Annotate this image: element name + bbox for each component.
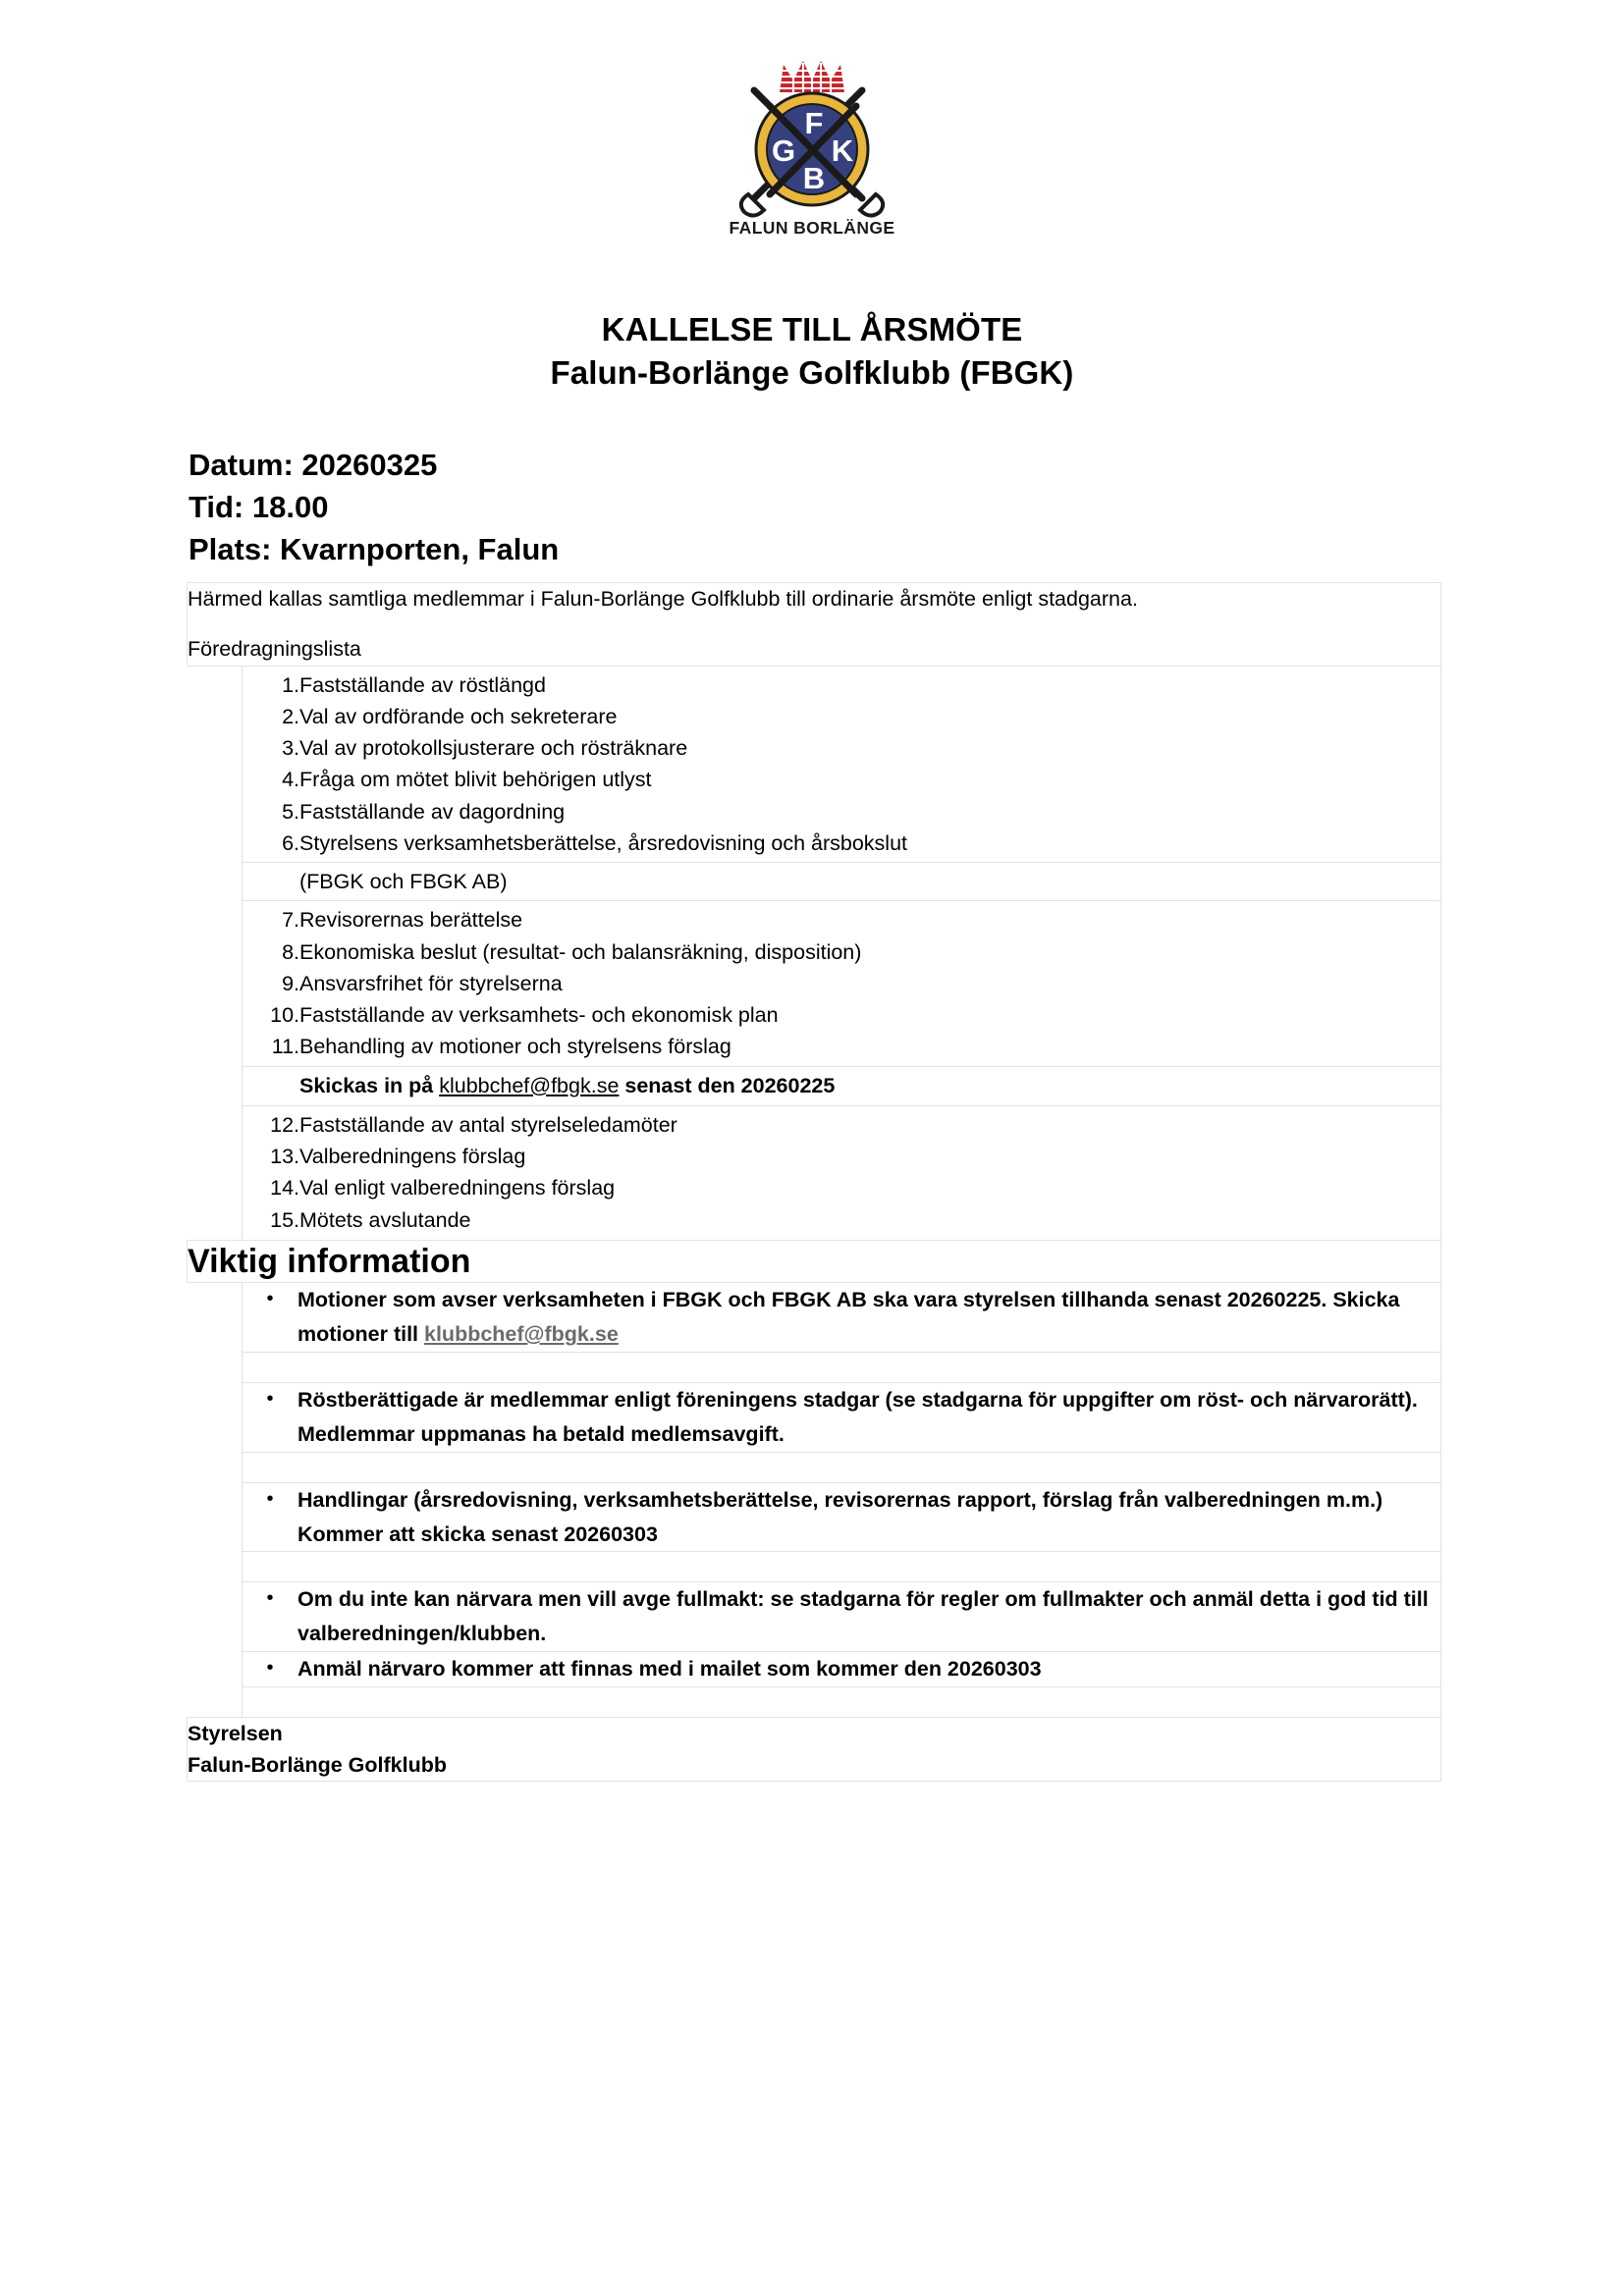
agenda-number: 12. (270, 1112, 299, 1137)
intro-paragraph: Härmed kallas samtliga medlemmar i Falun-Borlänge Golfklubb till ordinarie årsmöte enligt stadgarna. (188, 587, 1138, 612)
signature-row (188, 1717, 1441, 1782)
agenda-list-1 (243, 669, 1433, 860)
meeting-place: Plats: Kvarnporten, Falun (189, 531, 560, 566)
agenda-number: 9. (282, 971, 299, 995)
gap-cell-3 (243, 1552, 1441, 1582)
title-line-1: KALLELSE TILL ÅRSMÖTE (601, 311, 1023, 347)
logo-wordmark: FALUN BORLÄNGE (729, 218, 895, 238)
bullet-marker-icon: • (266, 1587, 274, 1610)
fbgk-club-logo-icon (719, 51, 905, 247)
agenda-number: 1. (282, 672, 299, 697)
bullet-marker-icon: • (266, 1657, 274, 1680)
gap-gutter-3 (188, 1552, 243, 1582)
bullet-cell-4 (243, 1582, 1441, 1652)
important-bullet-row (188, 1383, 1441, 1453)
agenda-block-2-row (188, 901, 1441, 1066)
agenda-label-text: Val av ordförande och sekreterare (299, 704, 618, 728)
agenda-continuation-row (188, 863, 1441, 901)
list-item (243, 1582, 1440, 1651)
bullet-marker-icon: • (266, 1288, 274, 1310)
intro-row (188, 583, 1441, 666)
agenda-number: 10. (270, 1003, 299, 1028)
agenda-item (243, 828, 1433, 859)
page-title (0, 308, 1624, 394)
motion-note-suffix: senast den 20260225 (619, 1073, 836, 1097)
agenda-number: 3. (282, 736, 299, 761)
bullet-text-1-main: Motioner som avser verksamheten i FBGK och FBGK AB ska vara styrelsen tillhanda senast 20260225. Skicka motioner till (298, 1288, 1400, 1347)
agenda-item (243, 796, 1433, 828)
bullet-gutter-4 (188, 1582, 243, 1652)
svg-text:G: G (771, 133, 796, 168)
bullet-inner-1 (243, 1283, 1440, 1352)
bullet-1-email-link[interactable]: klubbchef@fbgk.se (424, 1322, 619, 1347)
motion-note-line (243, 1070, 1433, 1101)
agenda-label-text: Val enligt valberedningens förslag (299, 1176, 616, 1201)
agenda-list-2 (243, 904, 1433, 1062)
important-info-heading: Viktig information (188, 1240, 1441, 1283)
agenda-continuation-cell (243, 863, 1441, 901)
motion-note-gutter (188, 1066, 243, 1105)
bullet-inner-2 (243, 1383, 1440, 1452)
motion-note-list (243, 1070, 1433, 1101)
intro-cell (188, 583, 1441, 666)
agenda-block-1-row (188, 666, 1441, 863)
agenda-number: 6. (282, 830, 299, 855)
list-item (243, 1383, 1440, 1452)
gap-gutter-2 (188, 1452, 243, 1482)
agenda-gutter-1 (188, 666, 243, 863)
agenda-label: Föredragningslista (188, 637, 361, 662)
agenda-number: 11. (271, 1035, 299, 1059)
agenda-number: 8. (282, 939, 299, 964)
agenda-label-text: Ansvarsfrihet för styrelserna (299, 971, 563, 995)
bullet-cell-5 (243, 1652, 1441, 1687)
gap-gutter-1 (188, 1353, 243, 1383)
bullet-inner-5 (243, 1652, 1440, 1686)
agenda-label-text: Valberedningens förslag (299, 1145, 526, 1169)
bullet-text-4: Om du inte kan närvara men vill avge fullmakt: se stadgarna för regler om fullmakter och anmäl detta i god tid till valberedningen/klubben. (298, 1587, 1429, 1646)
svg-text:K: K (831, 133, 854, 168)
agenda-number: 15. (270, 1207, 299, 1232)
bullet-gutter-3 (188, 1482, 243, 1552)
important-heading-row (188, 1240, 1441, 1283)
bullet-cell-2 (243, 1383, 1441, 1453)
motion-note-cell (243, 1066, 1441, 1105)
agenda-number: 7. (282, 908, 299, 933)
agenda-item (243, 1172, 1433, 1203)
agenda-block-2 (243, 901, 1441, 1066)
intro-spacer (188, 615, 1440, 633)
document-body-table (187, 582, 1441, 1782)
bullet-gap-row (188, 1552, 1441, 1582)
agenda-item (243, 764, 1433, 795)
important-bullet-row (188, 1482, 1441, 1552)
agenda-item (243, 1031, 1433, 1062)
bullet-gutter-5 (188, 1652, 243, 1687)
agenda-item (243, 701, 1433, 732)
svg-text:F: F (804, 106, 824, 140)
agenda-item (243, 999, 1433, 1031)
motion-note-email-link[interactable]: klubbchef@fbgk.se (439, 1073, 620, 1097)
bullet-inner-4 (243, 1582, 1440, 1651)
agenda-number: 14. (270, 1176, 299, 1201)
motion-note-row (188, 1066, 1441, 1105)
agenda-number: 2. (282, 704, 299, 728)
agenda-item (243, 904, 1433, 935)
title-line-2: Falun-Borlänge Golfklubb (FBGK) (550, 353, 1074, 391)
important-bullet-row (188, 1283, 1441, 1353)
bullet-gap-row (188, 1686, 1441, 1717)
bullet-text-1 (298, 1283, 1440, 1352)
list-item (243, 1483, 1440, 1552)
agenda-label-text: Fastställande av röstlängd (299, 672, 546, 697)
agenda-list-3 (243, 1109, 1433, 1236)
agenda-label-text: Ekonomiska beslut (resultat- och balansräkning, disposition) (299, 939, 862, 964)
motion-note-gutter-cell (243, 1070, 299, 1101)
agenda-label-text: Fastställande av verksamhets- och ekonomisk plan (299, 1003, 779, 1028)
bullet-text-5: Anmäl närvaro kommer att finnas med i mailet som kommer den 20260303 (298, 1657, 1042, 1682)
bullet-marker-icon: • (266, 1487, 274, 1510)
signature-line-1: Styrelsen (188, 1721, 283, 1745)
agenda-item (243, 1141, 1433, 1172)
agenda-label-text: Fastställande av dagordning (299, 799, 566, 824)
agenda-item (243, 669, 1433, 701)
agenda-label-text: Val av protokollsjusterare och rösträknare (299, 736, 688, 761)
bullet-inner-3 (243, 1483, 1440, 1552)
meeting-date: Datum: 20260325 (189, 448, 438, 483)
gap-cell-1 (243, 1353, 1441, 1383)
agenda-continuation-list (243, 866, 1433, 897)
agenda-item (243, 866, 1433, 897)
agenda-block-3 (243, 1105, 1441, 1240)
list-item (243, 1283, 1440, 1352)
important-bullet-row (188, 1582, 1441, 1652)
motion-note-prefix: Skickas in på (299, 1073, 440, 1097)
meeting-meta (0, 445, 1624, 570)
agenda-number: 5. (282, 799, 299, 824)
gap-gutter-5 (188, 1686, 243, 1717)
bullet-text-3: Handlingar (årsredovisning, verksamhetsberättelse, revisorernas rapport, förslag från valberedningen m.m.) Kommer att skicka senast 20260303 (298, 1487, 1383, 1546)
agenda-gutter-4 (188, 1105, 243, 1240)
list-item (243, 1652, 1440, 1686)
agenda-gutter-3 (188, 901, 243, 1066)
motion-note-text (299, 1070, 1433, 1101)
agenda-block-1 (243, 666, 1441, 863)
bullet-gap-row (188, 1353, 1441, 1383)
agenda-label-text: (FBGK och FBGK AB) (299, 870, 508, 894)
agenda-label-text: Styrelsens verksamhetsberättelse, årsredovisning och årsbokslut (299, 830, 908, 855)
agenda-number: 4. (282, 768, 299, 792)
agenda-label-text: Fråga om mötet blivit behörigen utlyst (299, 768, 652, 792)
signature-cell (188, 1717, 1441, 1782)
bullet-text-2: Röstberättigade är medlemmar enligt föreningens stadgar (se stadgarna för uppgifter om röst- och närvarorätt). Medlemmar uppmanas ha betald medlemsavgift. (298, 1388, 1418, 1446)
agenda-label-text: Behandling av motioner och styrelsens förslag (299, 1035, 731, 1059)
gap-cell-5 (243, 1686, 1441, 1717)
agenda-item (243, 936, 1433, 968)
svg-text:B: B (802, 161, 826, 195)
agenda-block-3-row (188, 1105, 1441, 1240)
bullet-cell-3 (243, 1482, 1441, 1552)
agenda-item (243, 968, 1433, 999)
agenda-item (243, 1109, 1433, 1141)
bullet-gutter-2 (188, 1383, 243, 1453)
meeting-time: Tid: 18.00 (189, 489, 329, 524)
bullet-cell-1 (243, 1283, 1441, 1353)
agenda-label-text: Fastställande av antal styrelseledamöter (299, 1112, 677, 1137)
agenda-label-text: Mötets avslutande (299, 1207, 471, 1232)
agenda-number: 13. (270, 1145, 299, 1169)
signature-line-2: Falun-Borlänge Golfklubb (188, 1753, 447, 1778)
important-bullet-row (188, 1652, 1441, 1687)
bullet-gutter-1 (188, 1283, 243, 1353)
logo-container (0, 0, 1624, 247)
gap-cell-2 (243, 1452, 1441, 1482)
agenda-item (243, 732, 1433, 764)
agenda-item (243, 1204, 1433, 1236)
agenda-gutter-2 (188, 863, 243, 901)
agenda-label-text: Revisorernas berättelse (299, 908, 523, 933)
agenda-number (243, 866, 299, 897)
bullet-marker-icon: • (266, 1388, 274, 1411)
bullet-gap-row (188, 1452, 1441, 1482)
